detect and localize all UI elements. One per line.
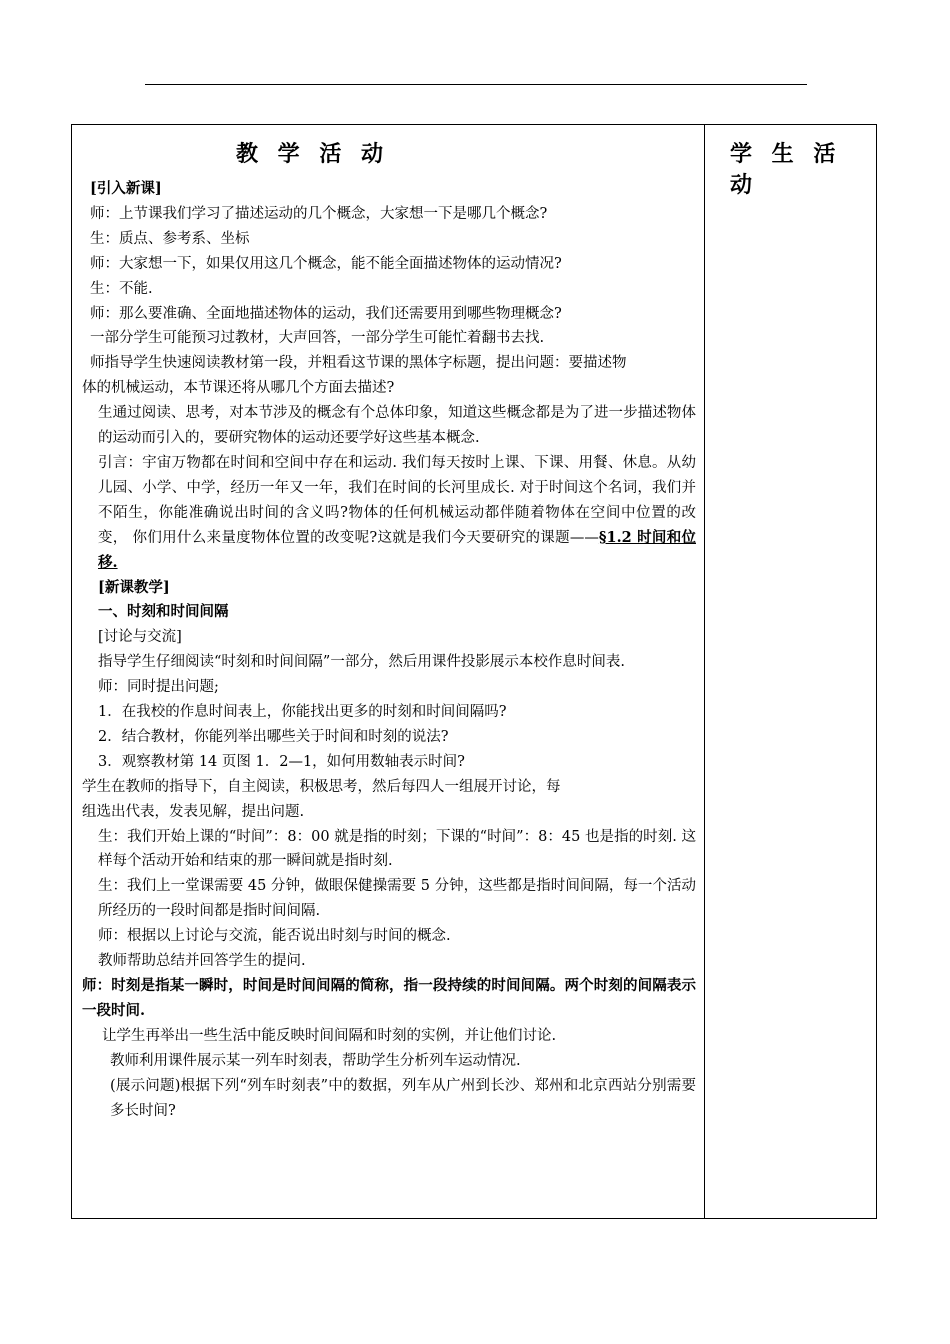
- intro-text: 引言：宇宙万物都在时间和空间中存在和运动. 我们每天按时上课、下课、用餐、休息。从幼儿园、小学、中学，经历一年又一年，我们在时间的长河里成长. 对于时间这个名词，我们并不陌生，你能准确说出时间的含义吗?物体的任何机械运动都伴随着物体在空间中位置的改变， 你们用什么来量度物体位置的改变呢?这就是我们今天要研究的课题——: [98, 454, 696, 546]
- heading-moment-and-interval: 一、时刻和时间间隔: [98, 603, 229, 621]
- header-rule: [145, 84, 807, 85]
- column-divider: [704, 125, 705, 1218]
- dialog-line: 让学生再举出一些生活中能反映时间间隔和时刻的实例，并让他们讨论.: [102, 1027, 557, 1044]
- paragraph: 生：我们上一堂课需要 45 分钟，做眼保健操需要 5 分钟，这些都是指时间间隔，每一个活动所经历的一段时间都是指时间间隔.: [98, 878, 696, 920]
- dialog-line: 师：那么要准确、全面地描述物体的运动，我们还需要用到哪些物理概念?: [90, 305, 562, 322]
- paragraph: 生通过阅读、思考，对本节涉及的概念有个总体印象，知道这些概念都是为了进一步描述物体的运动而引入的，要研究物体的运动还要学好这些基本概念.: [98, 405, 696, 447]
- lesson-table: [71, 124, 877, 1219]
- paragraph: (展示问题)根据下列“列车时刻表”中的数据，列车从广州到长沙、郑州和北京西站分别需要多长时间?: [110, 1077, 696, 1119]
- question-1: 1．在我校的作息时间表上，你能找出更多的时刻和时间间隔吗?: [98, 704, 507, 721]
- section-intro-new-lesson: [引入新课]: [90, 180, 162, 197]
- dialog-line: 师：根据以上讨论与交流，能否说出时刻与时间的概念.: [98, 928, 451, 945]
- dialog-line: 学生在教师的指导下，自主阅读，积极思考，然后每四人一组展开讨论，每: [82, 778, 561, 795]
- dialog-line: 一部分学生可能预习过教材，大声回答，一部分学生可能忙着翻书去找.: [90, 330, 545, 347]
- teaching-activity-title: 教 学 活 动: [236, 142, 389, 167]
- student-activity-title: 学 生 活 动: [730, 142, 842, 198]
- discussion-label: [讨论与交流]: [98, 629, 182, 646]
- dialog-line: 师：大家想一下，如果仅用这几个概念，能不能全面描述物体的运动情况?: [90, 255, 562, 272]
- paragraph: 生：我们开始上课的“时间”：8：00 就是指的时刻；下课的“时间”：8：45 也是指的时刻. 这样每个活动开始和结束的那一瞬间就是指时刻.: [98, 828, 696, 870]
- dialog-line: 生：质点、参考系、坐标: [90, 230, 250, 247]
- intro-paragraph: [82, 451, 696, 576]
- dialog-line: 教师利用课件展示某一列车时刻表，帮助学生分析列车运动情况.: [110, 1052, 521, 1069]
- question-3: 3．观察教材第 14 页图 1．2—1，如何用数轴表示时间?: [98, 753, 465, 770]
- teaching-content: [82, 177, 696, 1123]
- lesson-topic: §1.2 时间和位移.: [98, 528, 696, 571]
- section-new-teaching: [新课教学]: [98, 578, 170, 596]
- dialog-line: 教师帮助总结并回答学生的提问.: [98, 953, 306, 970]
- paragraph: 指导学生仔细阅读“时刻和时间间隔”一部分，然后用课件投影展示本校作息时间表.: [98, 654, 625, 671]
- question-2: 2．结合教材，你能列举出哪些关于时间和时刻的说法?: [98, 728, 449, 745]
- dialog-line: 体的机械运动，本节课还将从哪几个方面去描述?: [82, 380, 395, 397]
- dialog-line: 生：不能.: [90, 280, 153, 297]
- dialog-line: 师：同时提出问题;: [98, 679, 219, 696]
- dialog-line: 师：上节课我们学习了描述运动的几个概念，大家想一下是哪几个概念?: [90, 205, 548, 222]
- dialog-line: 组选出代表，发表见解，提出问题.: [82, 803, 305, 820]
- dialog-line: 师指导学生快速阅读教材第一段，并粗看这节课的黑体字标题，提出问题：要描述物: [90, 355, 627, 372]
- definition-paragraph: 师：时刻是指某一瞬时，时间是时间间隔的简称，指一段持续的时间间隔。两个时刻的间隔表示一段时间.: [82, 977, 696, 1019]
